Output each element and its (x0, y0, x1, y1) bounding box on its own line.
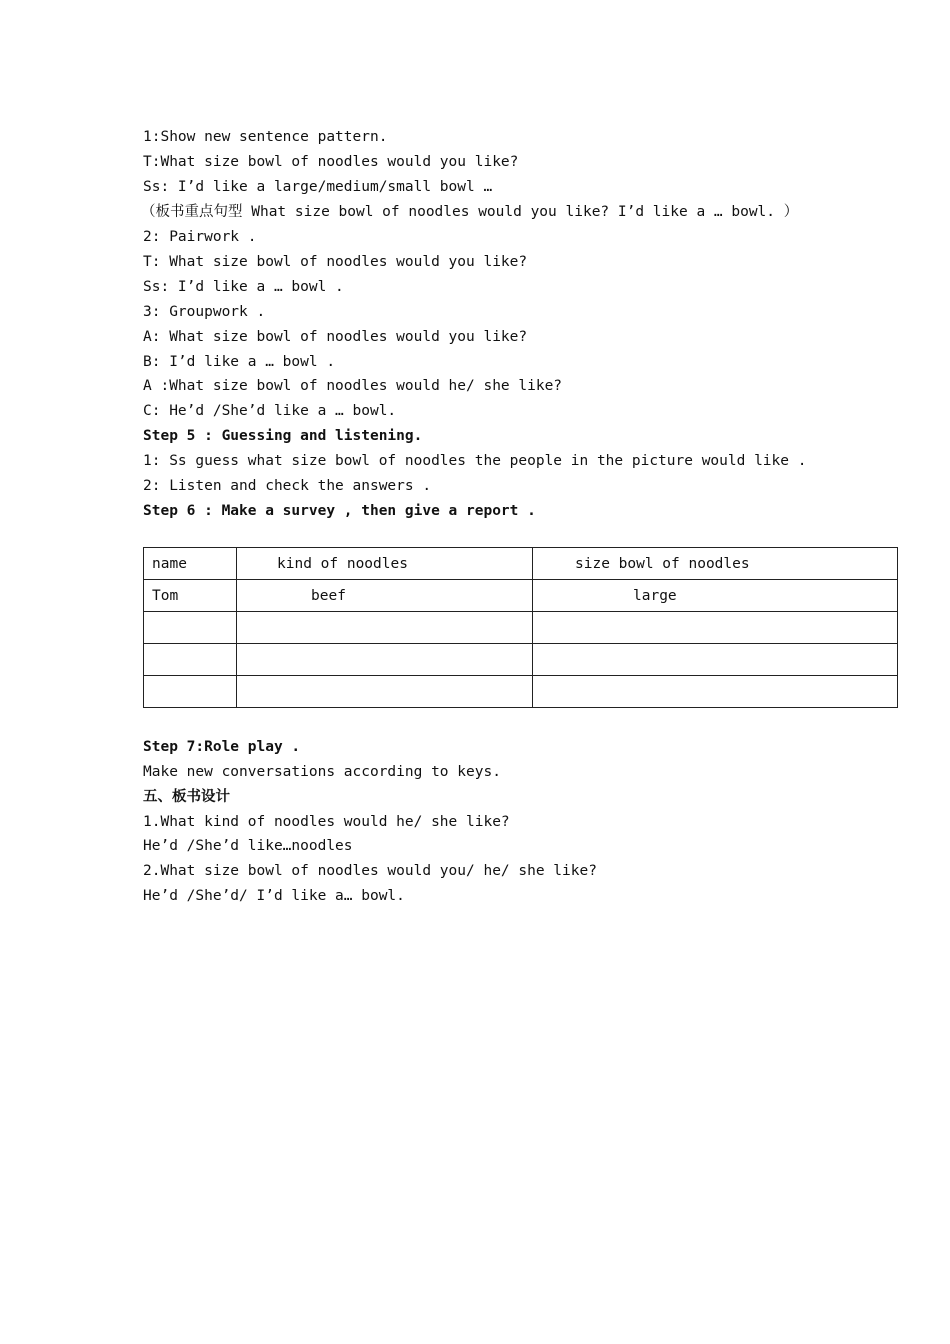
section-heading: 五、板书设计 (143, 789, 230, 805)
text-line: B: I’d like a … bowl . (143, 354, 336, 370)
text-line: T:What size bowl of noodles would you like? (143, 154, 519, 170)
text-line: Ss: I’d like a … bowl . (143, 279, 344, 295)
text-line: A: What size bowl of noodles would you like? (143, 329, 528, 345)
table-row (144, 644, 898, 676)
table-cell (144, 644, 237, 676)
text-line: 3: Groupwork . (143, 304, 266, 320)
table-cell (533, 612, 898, 644)
text-line: T: What size bowl of noodles would you like? (143, 254, 528, 270)
table-row (144, 580, 898, 612)
text-line: 1.What kind of noodles would he/ she like? (143, 814, 510, 830)
text-line: 1:Show new sentence pattern. (143, 129, 388, 145)
header-size: size bowl of noodles (533, 548, 898, 580)
table-cell (533, 644, 898, 676)
text-line: 2: Listen and check the answers . (143, 478, 432, 494)
text-line: C: He’d /She’d like a … bowl. (143, 403, 397, 419)
text-line: 1: Ss guess what size bowl of noodles the people in the picture would like . (143, 453, 807, 469)
table-header-row (144, 548, 898, 580)
table-row (144, 676, 898, 708)
text-line: He’d /She’d/ I’d like a… bowl. (143, 888, 405, 904)
table-cell (237, 644, 533, 676)
table-cell: Tom (144, 580, 237, 612)
table-cell: large (533, 580, 898, 612)
table-cell (237, 676, 533, 708)
step-heading: Step 5 : Guessing and listening. (143, 428, 423, 444)
table-cell (144, 676, 237, 708)
text-line: 2: Pairwork . (143, 229, 257, 245)
step-heading: Step 6 : Make a survey , then give a report . (143, 503, 536, 519)
header-name: name (144, 548, 237, 580)
table-cell (533, 676, 898, 708)
text-line: Ss: I’d like a large/medium/small bowl … (143, 179, 493, 195)
table-row (144, 612, 898, 644)
text-line: A :What size bowl of noodles would he/ she like? (143, 378, 563, 394)
text-line: （板书重点句型 What size bowl of noodles would you like? I’d like a … bowl. ） (141, 204, 799, 220)
text-line: He’d /She’d like…noodles (143, 838, 353, 854)
step-heading: Step 7:Role play . (143, 739, 301, 755)
header-kind: kind of noodles (237, 548, 533, 580)
text-line: Make new conversations according to keys. (143, 764, 501, 780)
table-cell (237, 612, 533, 644)
table-cell: beef (237, 580, 533, 612)
text-line: 2.What size bowl of noodles would you/ he/ she like? (143, 863, 597, 879)
table-cell (144, 612, 237, 644)
survey-table (143, 547, 898, 708)
